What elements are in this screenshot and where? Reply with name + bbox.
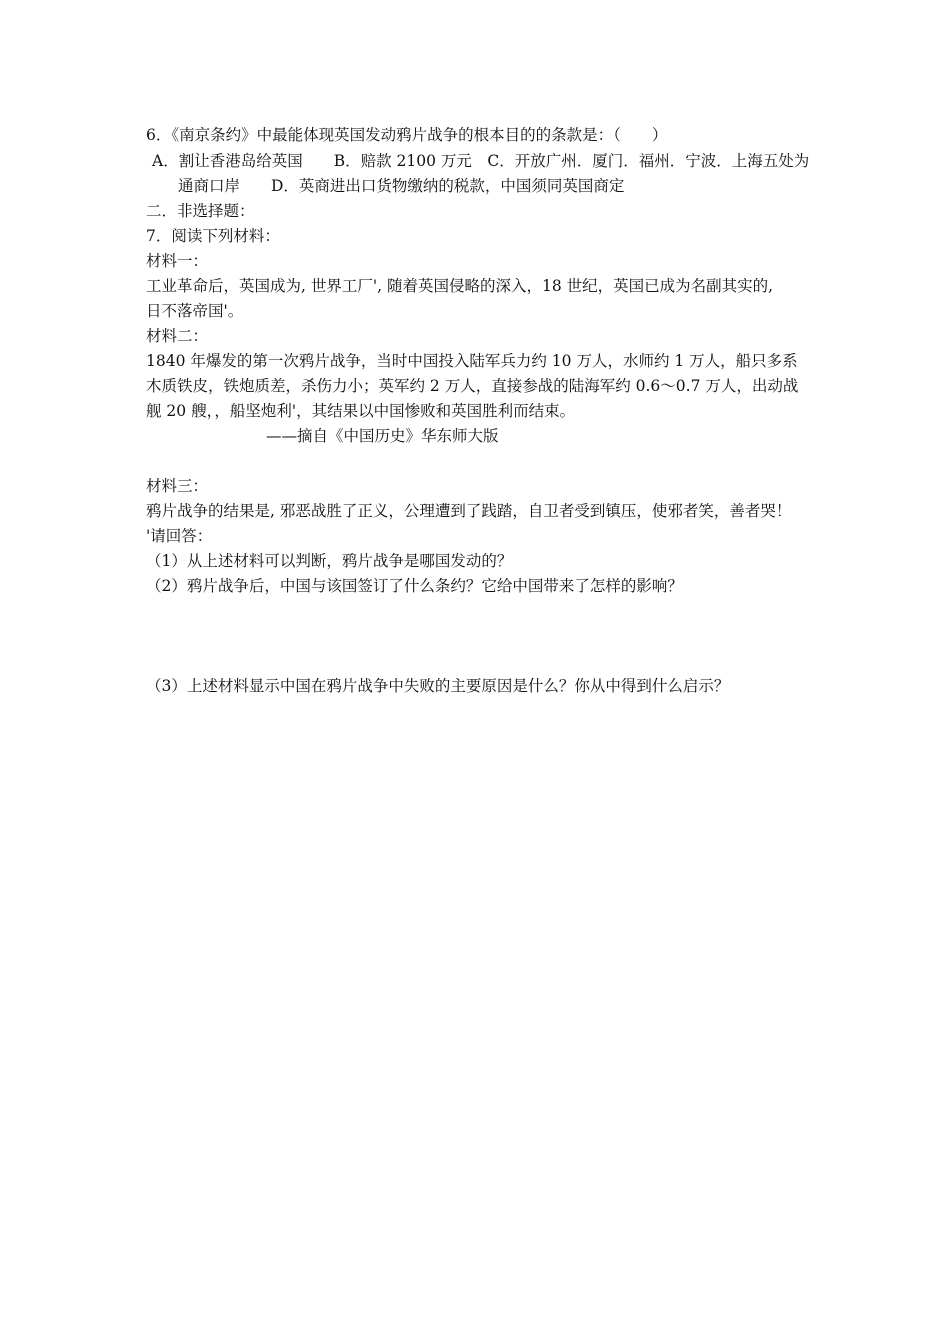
question-3: （3）上述材料显示中国在鸦片战争中失败的主要原因是什么？你从中得到什么启示？	[146, 677, 730, 695]
q7-stem: 7．阅读下列材料：	[146, 227, 280, 245]
material-3-line-2: '请回答：	[146, 527, 213, 545]
material-2-source: ——摘自《中国历史》华东师大版	[266, 427, 499, 445]
material-1-line-1: 工业革命后，英国成为, 世界工厂', 随着英国侵略的深入，18 世纪，英国已成为名副其实的,	[146, 277, 774, 295]
material-3-line-1: 鸦片战争的结果是, 邪恶战胜了正义，公理遭到了践踏，自卫者受到镇压，使邪者笑，善者哭！	[146, 502, 792, 520]
material-3-label: 材料三：	[146, 477, 209, 495]
question-2: （2）鸦片战争后，中国与该国签订了什么条约？它给中国带来了怎样的影响？	[146, 577, 683, 595]
material-2-line-1: 1840 年爆发的第一次鸦片战争，当时中国投入陆军兵力约 10 万人，水师约 1 万人，船只多系	[146, 352, 798, 370]
material-1-line-2: 日不落帝国'。	[146, 302, 244, 320]
material-2-line-3: 舰 20 艘，，船坚炮利'，其结果以中国惨败和英国胜利而结束。	[146, 402, 576, 420]
q6-options-line-1: A．割让香港岛给英国 B．赔款 2100 万元 C．开放广州．厦门．福州．宁波．上海五处为	[152, 152, 810, 170]
q6-options-line-2: 通商口岸 D．英商进出口货物缴纳的税款，中国须同英国商定	[178, 177, 625, 195]
q6-stem: 6．《南京条约》中最能体现英国发动鸦片战争的根本目的的条款是：（ ）	[146, 126, 668, 144]
material-2-line-2: 木质铁皮，铁炮质差，杀伤力小；英军约 2 万人，直接参战的陆海军约 0.6～0.7 万人，出动战	[146, 377, 799, 395]
section-heading: 二．非选择题：	[146, 202, 255, 220]
material-2-label: 材料二：	[146, 327, 209, 345]
question-1: （1）从上述材料可以判断，鸦片战争是哪国发动的？	[146, 552, 513, 570]
material-1-label: 材料一：	[146, 252, 209, 270]
